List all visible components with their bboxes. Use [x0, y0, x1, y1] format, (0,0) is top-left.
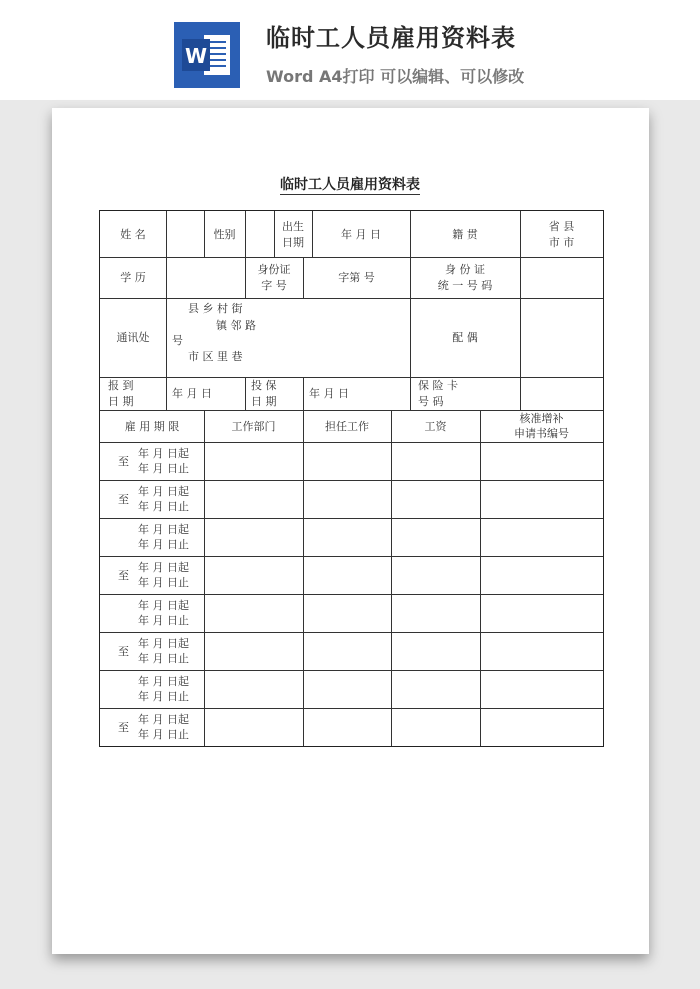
address-label: 通讯处 [116, 331, 150, 344]
header-banner [0, 0, 700, 100]
table-row [100, 557, 204, 595]
period-end: 年 月 日止 [138, 538, 189, 551]
period-end: 年 月 日止 [138, 652, 189, 665]
word-document-icon [174, 22, 240, 88]
period-end: 年 月 日止 [138, 500, 189, 513]
insure-date-label-line1: 投 保 [251, 379, 277, 392]
spouse-label: 配 偶 [452, 331, 478, 344]
table-row [100, 633, 204, 671]
banner-title: 临时工人员雇用资料表 [266, 24, 516, 52]
period-rows [100, 443, 204, 747]
to-label: 至 [118, 721, 129, 734]
table-row [100, 443, 204, 481]
period-start: 年 月 日起 [138, 675, 189, 688]
native-place-label: 籍 贯 [452, 228, 478, 241]
dept-header: 工作部门 [231, 420, 276, 433]
approval-header-line2: 申请书编号 [514, 427, 569, 440]
period-start: 年 月 日起 [138, 637, 189, 650]
insurance-card-label-line2: 号 码 [418, 395, 444, 408]
period-end: 年 月 日止 [138, 690, 189, 703]
unified-id-label-line2: 统 一 号 码 [437, 279, 493, 292]
address-line-1: 县 乡 村 街 [188, 302, 243, 315]
period-start: 年 月 日起 [138, 447, 189, 460]
period-end: 年 月 日止 [138, 576, 189, 589]
id-card-label-line1: 身份证 [257, 263, 291, 276]
period-end: 年 月 日止 [138, 728, 189, 741]
period-start: 年 月 日起 [138, 561, 189, 574]
period-end: 年 月 日止 [138, 614, 189, 627]
table-row [100, 709, 204, 747]
banner-subtitle: Word A4打印 可以编辑、可以修改 [266, 67, 525, 86]
to-label: 至 [118, 569, 129, 582]
to-label: 至 [118, 493, 129, 506]
svg-text:W: W [184, 44, 208, 68]
gender-label: 性别 [213, 228, 236, 241]
table-row [100, 481, 204, 519]
address-line-2: 镇 邻 路 [216, 319, 256, 332]
unified-id-label-line1: 身 份 证 [445, 263, 485, 276]
id-card-label-line2: 字 号 [261, 279, 287, 292]
period-start: 年 月 日起 [138, 485, 189, 498]
province-county-fill: 省 县 [548, 220, 575, 233]
to-label: 至 [118, 455, 129, 468]
insure-date-fill: 年 月 日 [309, 387, 349, 400]
insure-date-label-line2: 日 期 [251, 395, 277, 408]
employment-form [99, 210, 604, 747]
education-label: 学 历 [120, 271, 146, 284]
period-start: 年 月 日起 [138, 713, 189, 726]
table-row [100, 671, 204, 709]
birth-date-fill: 年 月 日 [341, 228, 381, 241]
address-line-3: 号 [172, 334, 183, 347]
insurance-card-label-line1: 保 险 卡 [418, 379, 458, 392]
table-row [100, 519, 204, 557]
report-date-label-line2: 日 期 [108, 395, 134, 408]
id-number-fill: 字第 号 [338, 271, 375, 284]
approval-header-line1: 核准增补 [519, 412, 564, 425]
report-date-label-line1: 报 到 [108, 379, 134, 392]
wage-header: 工资 [424, 420, 447, 433]
document-title: 临时工人员雇用资料表 [280, 177, 420, 193]
period-header: 雇 用 期 限 [124, 420, 180, 433]
city-fill: 市 市 [548, 236, 575, 249]
birth-label-line2: 日期 [282, 236, 304, 249]
address-line-4: 市 区 里 巷 [188, 350, 243, 363]
to-label: 至 [118, 645, 129, 658]
report-date-fill: 年 月 日 [172, 387, 212, 400]
period-start: 年 月 日起 [138, 599, 189, 612]
name-label: 姓 名 [120, 228, 146, 241]
job-header: 担任工作 [325, 420, 369, 433]
period-end: 年 月 日止 [138, 462, 189, 475]
period-start: 年 月 日起 [138, 523, 189, 536]
table-row [100, 595, 204, 633]
birth-label-line1: 出生 [282, 220, 304, 233]
